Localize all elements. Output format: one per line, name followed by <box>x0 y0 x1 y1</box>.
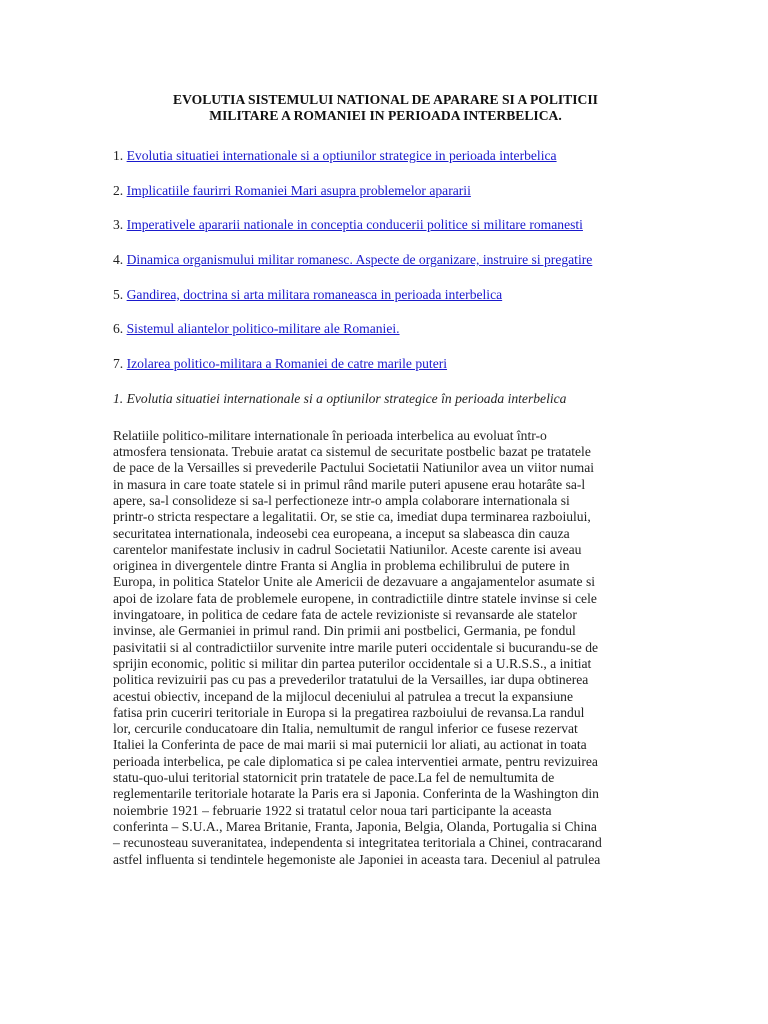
toc-link-3[interactable]: Imperativele apararii nationale in conceptia conducerii politice si militare romanesti <box>126 217 583 233</box>
body-text-line: Relatiile politico-militare internationale în perioada interbelica au evoluat într-o <box>113 427 547 443</box>
body-text-line: conferinta – S.U.A., Marea Britanie, Franta, Japonia, Belgia, Olanda, Portugalia si China <box>113 818 597 834</box>
toc-item-number: 4. <box>113 252 124 268</box>
body-text-line: – recunosteau suveranitatea, independenta si integritatea teritoriala a Chinei, contracarand <box>113 835 602 851</box>
toc-item-3 <box>113 217 658 233</box>
document-title-line-2: MILITARE A ROMANIEI IN PERIOADA INTERBELICA. <box>209 108 562 123</box>
body-text-line: Europa, in politica Statelor Unite ale Americii de dezavuare a angajamentelor asumate si <box>113 574 596 590</box>
document-title-line-1: EVOLUTIA SISTEMULUI NATIONAL DE APARARE SI A POLITICII <box>173 92 598 107</box>
toc-item-number: 3. <box>113 217 124 233</box>
toc-link-6[interactable]: Sistemul aliantelor politico-militare ale Romaniei. <box>126 321 400 337</box>
body-text-line: reglementarile teritoriale hotarate la Paris era si Japonia. Conferinta de la Washington din <box>113 786 599 802</box>
body-text-line: apere, sa-l consolideze si sa-l perfectioneze intr-o ampla colaborare internationala si <box>113 493 570 508</box>
body-text-line: carentelor manifestate inclusiv in cadrul Societatii Natiunilor. Aceste carente isi aveau <box>113 541 582 557</box>
toc-item-number: 2. <box>113 182 124 198</box>
toc-link-2[interactable]: Implicatiile faurirri Romaniei Mari asupra problemelor apararii <box>126 182 471 198</box>
toc-item-4 <box>113 252 658 268</box>
toc-item-number: 6. <box>113 321 124 337</box>
body-text-line: invingatoare, in politica de cedare fata de actele revizioniste si revansarde ale statelor <box>113 607 577 623</box>
body-text-line: invinse, ale Germaniei in primul rand. Din primii ani postbelici, Germania, pe fondul <box>113 623 576 639</box>
toc-item-5 <box>113 287 658 303</box>
body-text-line: fatisa prin cuceriri teritoriale in Europa si la pregatirea razboiului de revansa.La randul <box>113 704 585 720</box>
body-text-line: Italiei la Conferinta de pace de mai marii si mai puternicii lor aliati, au actionat in toata <box>113 737 587 753</box>
table-of-contents <box>113 148 658 372</box>
body-text-line: printr-o stricta respectare a legalitatii. Or, se stie ca, imediat dupa terminarea razboiului, <box>113 509 591 525</box>
toc-item-2 <box>113 183 658 199</box>
body-text-line: sprijin economic, politic si militar din partea puterilor occidentale si a U.R.S.S., a initiat <box>113 655 592 671</box>
document-page <box>113 92 658 868</box>
toc-link-4[interactable]: Dinamica organismului militar romanesc. Aspecte de organizare, instruire si pregatire <box>126 252 593 268</box>
body-paragraph <box>113 428 658 868</box>
body-text-line: acestui obiectiv, incepand de la mijlocul deceniului al patrulea a trecut la expansiune <box>113 688 573 704</box>
body-text-line: apoi de izolare fata de problemele europene, in contradictiile dintre statele invinse si cele <box>113 590 597 606</box>
toc-item-number: 1. <box>113 148 124 163</box>
body-text-line: originea in divergentele dintre Franta si Anglia in problema echilibrului de putere in <box>113 558 570 574</box>
toc-item-number: 5. <box>113 286 124 302</box>
body-text-line: atmosfera tensionata. Trebuie aratat ca sistemul de securitate postbelic bazat pe tratatele <box>113 444 591 460</box>
toc-item-6 <box>113 321 658 337</box>
document-title <box>113 92 658 124</box>
toc-item-7 <box>113 356 658 372</box>
body-text-line: securitatea internationala, indeosebi cea europeana, a inceput sa slabeasca din cauza <box>113 525 570 541</box>
body-text-line: statu-quo-ului teritorial statornicit prin tratatele de pace.La fel de nemultumita de <box>113 770 555 786</box>
toc-item-number: 7. <box>113 356 124 372</box>
body-text-line: astfel influenta si tendintele hegemoniste ale Japoniei in aceasta tara. Deceniul al patrulea <box>113 851 601 867</box>
toc-link-1[interactable]: Evolutia situatiei internationale si a optiunilor strategice in perioada interbelica <box>126 148 557 163</box>
body-text-line: pasivitatii si al contradictiilor survenite intre marile puteri occidentale si bucurandu-se de <box>113 639 599 655</box>
toc-link-5[interactable]: Gandirea, doctrina si arta militara romaneasca in perioada interbelica <box>126 286 503 302</box>
section-heading: 1. Evolutia situatiei internationale si a optiunilor strategice în perioada interbelica <box>113 390 567 406</box>
body-text-line: perioada interbelica, pe cale diplomatica si pe calea interventiei armate, pentru revizuirea <box>113 753 598 769</box>
body-text-line: de pace de la Versailles si prevederile Pactului Societatii Natiunilor avea un viitor numai <box>113 460 595 476</box>
body-text-line: in masura in care toate statele si in primul rând marile puteri apusene erau hotarâte sa-l <box>113 476 586 492</box>
body-text-line: lor, cercurile conducatoare din Italia, nemultumit de rangul inferior ce fusese rezervat <box>113 721 578 737</box>
body-text-line: politica revizuirii pas cu pas a prevederilor tratatului de la Versailles, iar dupa obtinerea <box>113 672 589 688</box>
toc-link-7[interactable]: Izolarea politico-militara a Romaniei de catre marile puteri <box>126 356 448 372</box>
body-text-line: noiembrie 1921 – februarie 1922 si tratatul celor noua tari participante la aceasta <box>113 802 552 818</box>
toc-item-1 <box>113 148 658 164</box>
